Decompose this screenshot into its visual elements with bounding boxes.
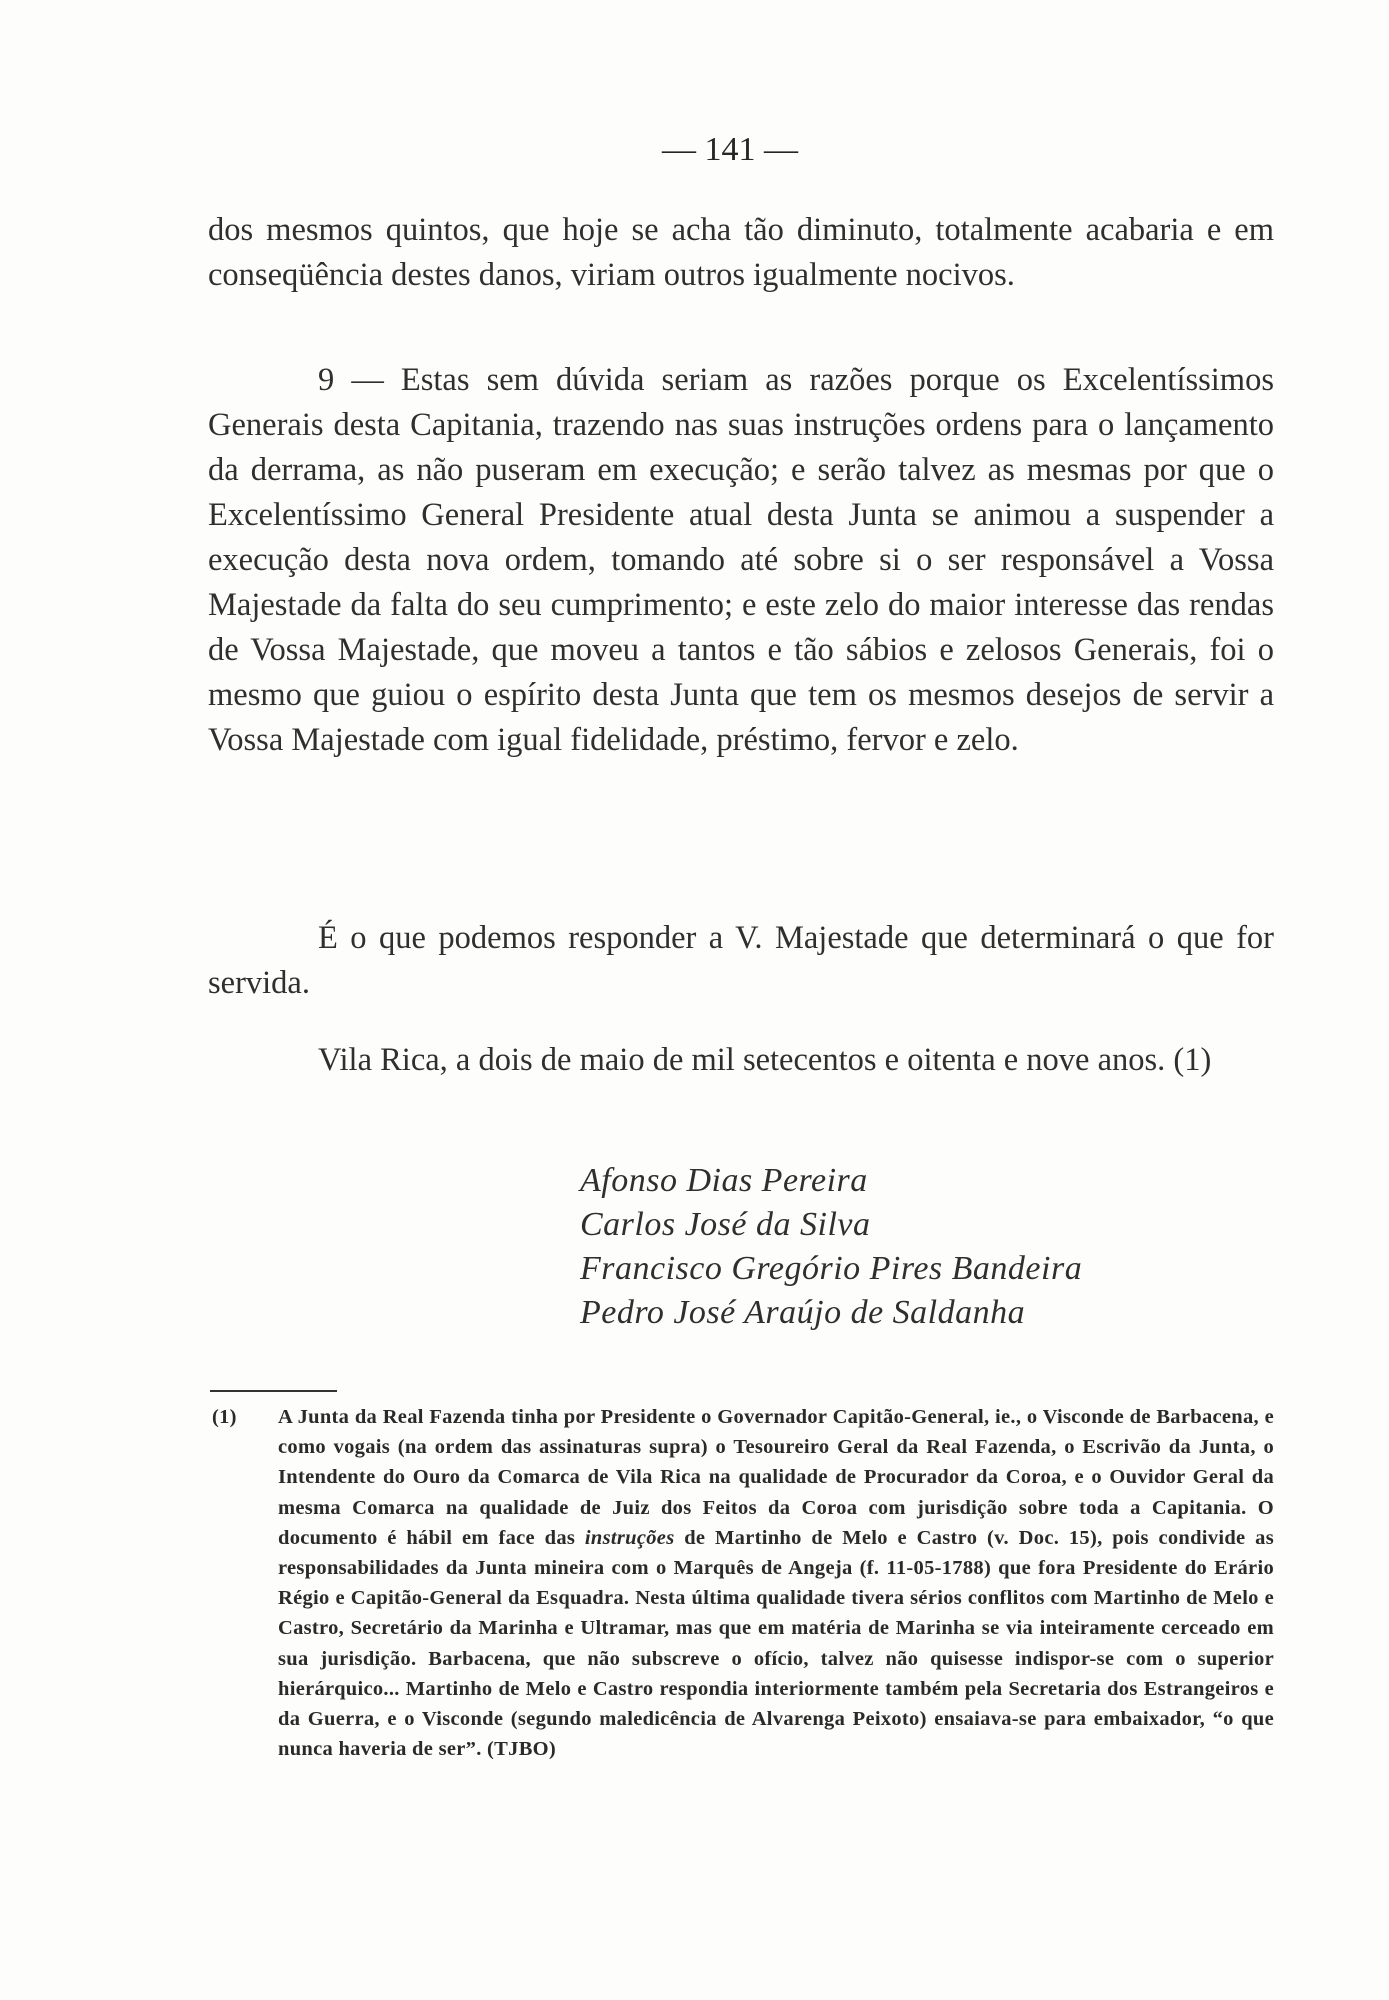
body-paragraph-9 xyxy=(208,358,1274,763)
signature-block xyxy=(580,1159,1082,1335)
body-paragraph-closing xyxy=(208,916,1274,1006)
paragraph-text: É o que podemos responder a V. Majestade que determinará o que for servida. xyxy=(208,920,1274,1001)
footnote-divider xyxy=(210,1390,337,1392)
signature-name: Afonso Dias Pereira xyxy=(580,1162,868,1199)
paragraph-text: 9 — Estas sem dúvida seriam as razões porque os Excelentíssimos Generais desta Capitania, trazendo nas suas instruções ordens para o lançamento da derrama, as não puseram em execução; e serão talvez as mesmas por que o Excelentíssimo General Presidente atual desta Junta se animou a suspender a execução desta nova ordem, tomando até sobre si o ser responsável a Vossa Majestade da falta do seu cumprimento; e este zelo do maior interesse das rendas de Vossa Majestade, que moveu a tantos e tão sábios e zelosos Generais, foi o mesmo que guiou o espírito desta Junta que tem os mesmos desejos de servir a Vossa Majestade com igual fidelidade, préstimo, fervor e zelo. xyxy=(208,362,1274,758)
signature-name: Francisco Gregório Pires Bandeira xyxy=(580,1250,1083,1287)
footnote xyxy=(212,1402,1274,1764)
paragraph-text: dos mesmos quintos, que hoje se acha tão diminuto, totalmente acabaria e em conseqüência destes danos, viriam outros igualmente nocivos. xyxy=(208,212,1274,293)
footnote-text xyxy=(278,1402,1274,1764)
footnote-italic-term: instruções xyxy=(584,1526,675,1549)
paragraph-text: Vila Rica, a dois de maio de mil setecentos e oitenta e nove anos. (1) xyxy=(318,1042,1212,1078)
signature-name: Pedro José Araújo de Saldanha xyxy=(580,1294,1026,1331)
footnote-marker: (1) xyxy=(212,1406,237,1428)
footnote-text-part: de Martinho de Melo e Castro (v. Doc. 15), pois condivide as responsabilidades da Junta mineira com o Marquês de Angeja (f. 11-05-1788) que fora Presidente do Erário Régio e Capitão-General da Esquadra. Nesta última qualidade tivera sérios conflitos com Martinho de Melo e Castro, Secretário da Marinha e Ultramar, mas que em matéria de Marinha se via inteiramente cerceado em sua jurisdição. Barbacena, que não subscreve o ofício, talvez não quisesse indispor-se com o superior hierárquico... Martinho de Melo e Castro respondia interiormente também pela Secretaria dos Estrangeiros e da Guerra, e o Visconde (segundo maledicência de Alvarenga Peixoto) ensaiava-se para embaixador, “o que nunca haveria de ser”. (TJBO) xyxy=(278,1526,1274,1761)
page-number: — 141 — xyxy=(662,131,798,168)
body-paragraph-continuation xyxy=(208,208,1274,298)
body-paragraph-date xyxy=(208,1038,1274,1083)
signature-name: Carlos José da Silva xyxy=(580,1206,871,1243)
footnote-text-part: A Junta da Real Fazenda tinha por Presidente o Governador Capitão-General, ie., o Visconde de Barbacena, e como vogais (na ordem das assinaturas supra) o Tesoureiro Geral da Real Fazenda, o Escrivão da Junta, o Intendente do Ouro da Comarca de Vila Rica na qualidade de Procurador da Coroa, e o Ouvidor Geral da mesma Comarca na qualidade de Juiz dos Feitos da Coroa com jurisdição sobre toda a Capitania. O documento é hábil em face das xyxy=(278,1406,1274,1549)
